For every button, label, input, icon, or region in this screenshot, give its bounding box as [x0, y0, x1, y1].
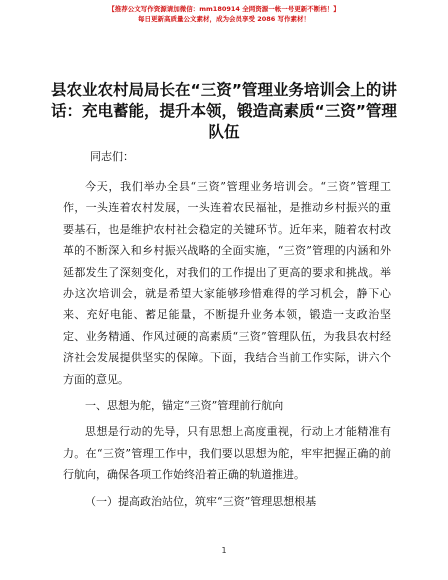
- salutation: 同志们：: [90, 150, 134, 163]
- paragraph-intro: 今天，我们举办全县“三资”管理业务培训会。“三资”管理工作，一头连着农村发展，一头连着农民福祉，是推动乡村振兴的重要基石，也是维护农村社会稳定的关键环节。近年来，随着农村改革的不断深入和乡村振兴战略的全面实施，“三资”管理的内涵和外延都发生了深刻变化，对我们的工作提出了更高的要求和挑战。举办这次培训会，就是希望大家能够珍惜难得的学习机会，静下心来、充好电能、蓄足能量，不断提升业务本领，锻造一支政治坚定、业务精通、作风过硬的高素质“三资”管理队伍，为我县农村经济社会发展提供坚实的保障。下面，我结合当前工作实际，讲六个方面的意见。: [63, 180, 391, 386]
- paragraph-section-1: 思想是行动的先导，只有思想上高度重视，行动上才能精准有力。在“三资”管理工作中，我们要以思想为舵，牢牢把握正确的前行航向，确保各项工作始终沿着正确的轨道推进。: [63, 425, 391, 482]
- promo-banner-line2: 每日更新高质量公文素材，成为会员享受 2086 写作素材！: [137, 15, 311, 23]
- document-body: [63, 176, 391, 512]
- page-number: 1: [221, 546, 227, 555]
- subsection-heading-1: （一）提高政治站位，筑牢“三资”管理思想根基: [85, 494, 317, 508]
- section-heading-1: 一、思想为舵，锚定“三资”管理前行航向: [85, 399, 284, 413]
- document-title: 县农业农村局局长在“三资”管理业务培训会上的讲话：充电蓄能，提升本领，锻造高素质“三资”管理队伍: [51, 81, 397, 141]
- promo-banner-line1: 【推荐公文写作资源请加微信：mm180914 全网资源一帐一号更新不断档！】: [108, 5, 340, 13]
- promo-banner: [0, 4, 448, 24]
